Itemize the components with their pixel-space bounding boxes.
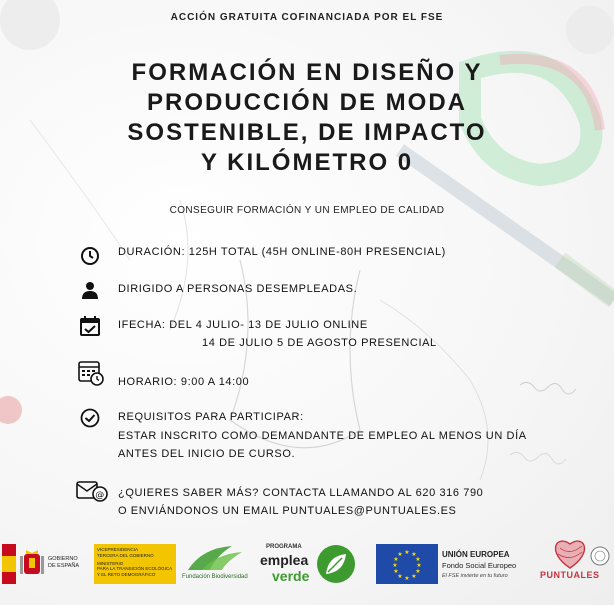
contact-row — [76, 478, 574, 522]
ministerio-l1: VICEPRESIDENCIA — [97, 547, 139, 552]
fse-label: Fondo Social Europeo — [442, 561, 517, 570]
verde-label: verde — [272, 568, 310, 584]
svg-text:★: ★ — [415, 568, 421, 575]
date-text-line1: IFECHA: DEL 4 JULIO- 13 DE JULIO ONLINE — [118, 319, 368, 331]
gobierno-label-l1: GOBIERNO — [48, 556, 78, 562]
audience-row — [76, 276, 574, 304]
leaf-circle-icon — [316, 544, 356, 584]
svg-text:@: @ — [95, 490, 105, 501]
svg-text:★: ★ — [416, 562, 422, 569]
subtitle: CONSEGUIR FORMACIÓN Y UN EMPLEO DE CALIDAD — [169, 205, 445, 216]
puntuales-label: PUNTUALES — [540, 570, 600, 580]
svg-text:★: ★ — [393, 568, 399, 575]
title-line: Y KILÓMETRO 0 — [200, 149, 414, 176]
svg-text:★: ★ — [415, 556, 421, 563]
requirements-row — [76, 404, 574, 464]
duration-text: DURACIÓN: 125H TOTAL (45H ONLINE-80H PRESENCIAL) — [118, 246, 446, 258]
calendar-check-icon — [76, 312, 104, 340]
clock-icon — [76, 242, 104, 270]
seal-icon — [590, 546, 610, 566]
title-line: FORMACIÓN EN DISEÑO Y — [131, 59, 483, 86]
sponsor-logos — [0, 534, 614, 604]
duration-row — [76, 242, 574, 270]
ministerio-l2: TERCERA DEL GOBIERNO — [97, 552, 154, 558]
date-row — [76, 312, 574, 352]
programa-label: PROGRAMA — [266, 544, 302, 550]
ue-label: UNIÓN EUROPEA — [442, 550, 510, 559]
schedule-row — [76, 358, 574, 388]
requirements-text-line2: ANTES DEL INICIO DE CURSO. — [118, 448, 296, 460]
audience-text: DIRIGIDO A PERSONAS DESEMPLEADAS. — [118, 283, 358, 295]
check-circle-icon — [76, 404, 104, 432]
svg-text:★: ★ — [411, 573, 417, 580]
svg-text:★: ★ — [411, 551, 417, 558]
contact-text-line1: ¿QUIERES SABER MÁS? CONTACTA LLAMANDO AL 620 316 790 — [118, 487, 484, 499]
email-contact-icon — [76, 478, 108, 506]
gobierno-label-l2: DE ESPAÑA — [48, 563, 80, 569]
ministerio-l3: MINISTERIO — [97, 560, 124, 566]
ministerio-l4: PARA LA TRANSICIÓN ECOLÓGICA — [97, 566, 173, 572]
top-label: ACCIÓN GRATUITA COFINANCIADA POR EL FSE — [170, 12, 444, 23]
fse-slogan: El FSE invierte en tu futuro — [442, 573, 508, 579]
fundacion-label: Fundación Biodiversidad — [182, 574, 248, 580]
svg-text:★: ★ — [393, 556, 399, 563]
title-line: SOSTENIBLE, DE IMPACTO — [127, 119, 487, 146]
requirements-title: REQUISITOS PARA PARTICIPAR: — [118, 411, 304, 423]
ministerio-l5: Y EL RETO DEMOGRÁFICO — [97, 572, 156, 578]
svg-text:★: ★ — [397, 551, 403, 558]
page-title — [60, 58, 554, 178]
person-icon — [76, 276, 104, 304]
calendar-clock-icon — [76, 358, 106, 388]
heart-yarn-icon — [550, 534, 590, 570]
fundacion-biodiversidad-logo — [182, 544, 248, 584]
leaves-icon — [182, 544, 248, 572]
date-text-line2: 14 DE JULIO 5 DE AGOSTO PRESENCIAL — [202, 337, 437, 349]
spain-coat-of-arms-icon — [18, 548, 46, 580]
contact-text-line2: O ENVIÁNDONOS UN EMAIL PUNTUALES@PUNTUALES.ES — [118, 505, 457, 517]
puntuales-logo — [540, 534, 612, 590]
requirements-text-line1: ESTAR INSCRITO COMO DEMANDANTE DE EMPLEO AL MENOS UN DÍA — [118, 430, 527, 442]
title-line: PRODUCCIÓN DE MODA — [146, 89, 467, 116]
schedule-text: HORARIO: 9:00 A 14:00 — [118, 376, 250, 388]
emplea-label: emplea — [260, 552, 309, 568]
gobierno-espana-logo — [2, 544, 176, 584]
svg-text:★: ★ — [404, 549, 410, 556]
emplea-verde-logo — [258, 540, 358, 590]
svg-text:★: ★ — [397, 573, 403, 580]
svg-text:★: ★ — [392, 562, 398, 569]
spain-flag-stripe — [2, 544, 16, 584]
svg-text:★: ★ — [404, 575, 410, 582]
union-europea-logo — [376, 544, 536, 586]
eu-flag-icon — [376, 544, 438, 584]
ministerio-block — [94, 544, 176, 584]
